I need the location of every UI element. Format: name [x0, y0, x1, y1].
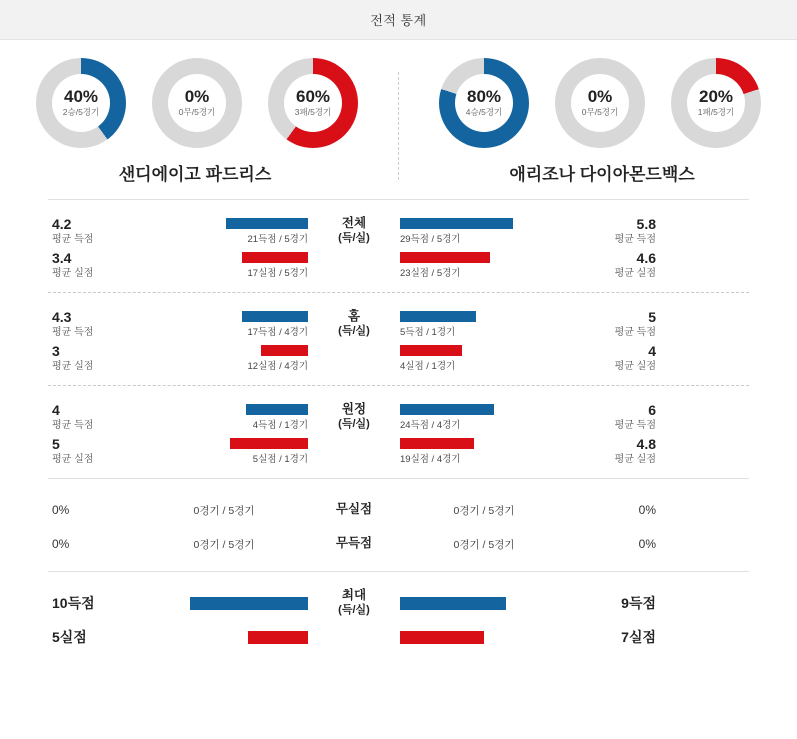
away-bar [400, 586, 568, 620]
donut-percent: 0% [184, 87, 210, 107]
bar-label: 17실점 / 5경기 [247, 267, 308, 279]
home-value-main: 0% [52, 503, 70, 517]
table-row [48, 434, 749, 468]
away-value-main: 0% [638, 537, 656, 551]
donut-percent: 60% [295, 87, 331, 107]
home-value [48, 343, 140, 372]
donut-ring [36, 58, 126, 148]
home-value [48, 250, 140, 279]
table-row [48, 341, 749, 375]
donut-center [687, 74, 745, 132]
donut-home-win [32, 58, 130, 148]
home-value-main: 10득점 [52, 594, 95, 611]
away-detail: 0경기 / 5경기 [453, 504, 515, 517]
away-value-main: 9득점 [621, 594, 656, 611]
bar-fill [226, 218, 308, 229]
home-bar [140, 214, 308, 248]
bar-fill [248, 631, 308, 644]
away-value-main: 6 [648, 402, 656, 419]
home-value [48, 595, 140, 611]
home-value-main: 4 [52, 402, 60, 419]
bar-fill [242, 252, 308, 263]
table-row [48, 586, 749, 620]
away-value [568, 436, 660, 465]
away-value-main: 0% [638, 503, 656, 517]
bar-label: 23실점 / 5경기 [400, 267, 461, 279]
home-bar [140, 586, 308, 620]
center-label-sub: (득/실) [338, 231, 370, 244]
away-value-label: 평균 득점 [614, 233, 656, 245]
stat-section-shutout [48, 478, 749, 571]
away-value [568, 216, 660, 245]
bar-fill [246, 404, 308, 415]
donut-subtext: 4승/5경기 [465, 107, 503, 118]
home-value-label: 평균 실점 [52, 453, 94, 465]
bar-label: 4실점 / 1경기 [400, 360, 456, 372]
center-label-main: 원정 [341, 402, 367, 417]
table-row [48, 620, 749, 654]
bar-label: 19실점 / 4경기 [400, 453, 461, 465]
home-detail: 0경기 / 5경기 [193, 504, 255, 517]
donut-ring [671, 58, 761, 148]
table-row [48, 248, 749, 282]
row-center-label [308, 402, 400, 431]
bar-label: 4득점 / 1경기 [252, 419, 308, 431]
table-row [48, 214, 749, 248]
donut-ring [152, 58, 242, 148]
donut-subtext: 2승/5경기 [62, 107, 100, 118]
stat-section-home [48, 292, 749, 385]
home-value [48, 503, 140, 517]
away-value-label: 평균 실점 [614, 453, 656, 465]
home-value-label: 평균 득점 [52, 233, 94, 245]
row-center-label [308, 309, 400, 338]
home-value-label: 평균 득점 [52, 419, 94, 431]
home-donut-group [32, 58, 362, 148]
stats-table [0, 185, 797, 664]
home-value-main: 3 [52, 343, 60, 360]
away-bar [400, 248, 568, 282]
home-value-main: 4.2 [52, 216, 72, 233]
away-bar [400, 307, 568, 341]
away-bar [400, 620, 568, 654]
row-center-label: 무실점 [335, 502, 373, 517]
donut-away-loss [667, 58, 765, 148]
donut-center [455, 74, 513, 132]
away-value-main: 5.8 [636, 216, 656, 233]
donut-ring [439, 58, 529, 148]
bar-fill [190, 597, 308, 610]
home-value-main: 5실점 [52, 628, 87, 645]
donut-center [52, 74, 110, 132]
page-header [0, 0, 797, 40]
donut-subtext: 0무/5경기 [581, 107, 619, 118]
away-value [568, 595, 660, 611]
away-value [568, 309, 660, 338]
bar-label: 12실점 / 4경기 [247, 360, 308, 372]
donut-percent: 20% [698, 87, 734, 107]
away-bar [400, 400, 568, 434]
donut-subtext: 1패/5경기 [697, 107, 735, 118]
center-label-sub: (득/실) [338, 417, 370, 430]
donut-center [284, 74, 342, 132]
away-value-label: 평균 실점 [614, 360, 656, 372]
away-value-label: 평균 득점 [614, 326, 656, 338]
donut-subtext: 3패/5경기 [294, 107, 332, 118]
bar-fill [400, 252, 490, 263]
center-label-main: 최대 [341, 588, 367, 603]
home-value-label: 평균 실점 [52, 360, 94, 372]
donut-percent: 40% [63, 87, 99, 107]
home-value [48, 629, 140, 645]
bar-fill [400, 345, 462, 356]
home-value-main: 5 [52, 436, 60, 453]
away-value-main: 7실점 [621, 628, 656, 645]
donut-ring [555, 58, 645, 148]
home-value [48, 402, 140, 431]
home-bar [140, 248, 308, 282]
away-value-main: 4.6 [636, 250, 656, 267]
home-value-label: 평균 실점 [52, 267, 94, 279]
bar-fill [400, 404, 494, 415]
away-donut-group [435, 58, 765, 148]
away-value [568, 343, 660, 372]
center-label-main: 홈 [347, 309, 361, 324]
bar-fill [261, 345, 308, 356]
stat-section-away [48, 385, 749, 478]
donut-summary [0, 40, 797, 148]
bar-label: 24득점 / 4경기 [400, 419, 461, 431]
bar-label: 17득점 / 4경기 [247, 326, 308, 338]
donut-away-draw [551, 58, 649, 148]
bar-fill [400, 311, 476, 322]
home-bar [140, 307, 308, 341]
bar-fill [400, 218, 513, 229]
away-value [568, 537, 660, 551]
away-value [568, 503, 660, 517]
donut-percent: 0% [587, 87, 613, 107]
home-value-label: 평균 득점 [52, 326, 94, 338]
home-value [48, 216, 140, 245]
home-team-name: 샌디에이고 파드리스 [118, 165, 272, 184]
home-value [48, 309, 140, 338]
donut-home-loss [264, 58, 362, 148]
home-value [48, 537, 140, 551]
stat-section-overall [48, 199, 749, 292]
table-row [48, 527, 749, 561]
away-value-main: 4 [648, 343, 656, 360]
home-value-main: 3.4 [52, 250, 72, 267]
table-row [48, 307, 749, 341]
center-label-sub: (득/실) [338, 324, 370, 337]
row-center-label: 무득점 [335, 536, 373, 551]
page-title: 전적 통계 [370, 13, 427, 28]
away-team-name: 애리조나 다이아몬드백스 [509, 165, 695, 184]
away-value [568, 629, 660, 645]
away-bar [400, 434, 568, 468]
away-value-main: 4.8 [636, 436, 656, 453]
away-bar [400, 214, 568, 248]
table-row [48, 400, 749, 434]
away-value-main: 5 [648, 309, 656, 326]
home-bar [140, 400, 308, 434]
away-value [568, 402, 660, 431]
center-label-main: 전체 [341, 216, 367, 231]
bar-fill [400, 597, 506, 610]
home-bar [140, 620, 308, 654]
home-value [48, 436, 140, 465]
center-label-sub: (득/실) [338, 603, 370, 616]
bar-label: 5득점 / 1경기 [400, 326, 456, 338]
bar-label: 5실점 / 1경기 [252, 453, 308, 465]
away-bar [400, 341, 568, 375]
home-bar [140, 341, 308, 375]
donut-center [168, 74, 226, 132]
bar-fill [230, 438, 308, 449]
stat-section-max [48, 571, 749, 664]
home-value-main: 4.3 [52, 309, 72, 326]
donut-home-draw [148, 58, 246, 148]
home-value-main: 0% [52, 537, 70, 551]
away-detail: 0경기 / 5경기 [453, 538, 515, 551]
bar-fill [400, 631, 484, 644]
away-value [568, 250, 660, 279]
away-value-label: 평균 득점 [614, 419, 656, 431]
row-center-label [308, 588, 400, 617]
bar-label: 29득점 / 5경기 [400, 233, 461, 245]
away-value-label: 평균 실점 [614, 267, 656, 279]
bar-fill [400, 438, 474, 449]
home-detail: 0경기 / 5경기 [193, 538, 255, 551]
donut-ring [268, 58, 358, 148]
row-center-label [308, 216, 400, 245]
bar-fill [242, 311, 308, 322]
donut-center [571, 74, 629, 132]
vertical-divider [398, 72, 399, 180]
donut-away-win [435, 58, 533, 148]
bar-label: 21득점 / 5경기 [247, 233, 308, 245]
table-row [48, 493, 749, 527]
donut-percent: 80% [466, 87, 502, 107]
donut-subtext: 0무/5경기 [178, 107, 216, 118]
home-bar [140, 434, 308, 468]
